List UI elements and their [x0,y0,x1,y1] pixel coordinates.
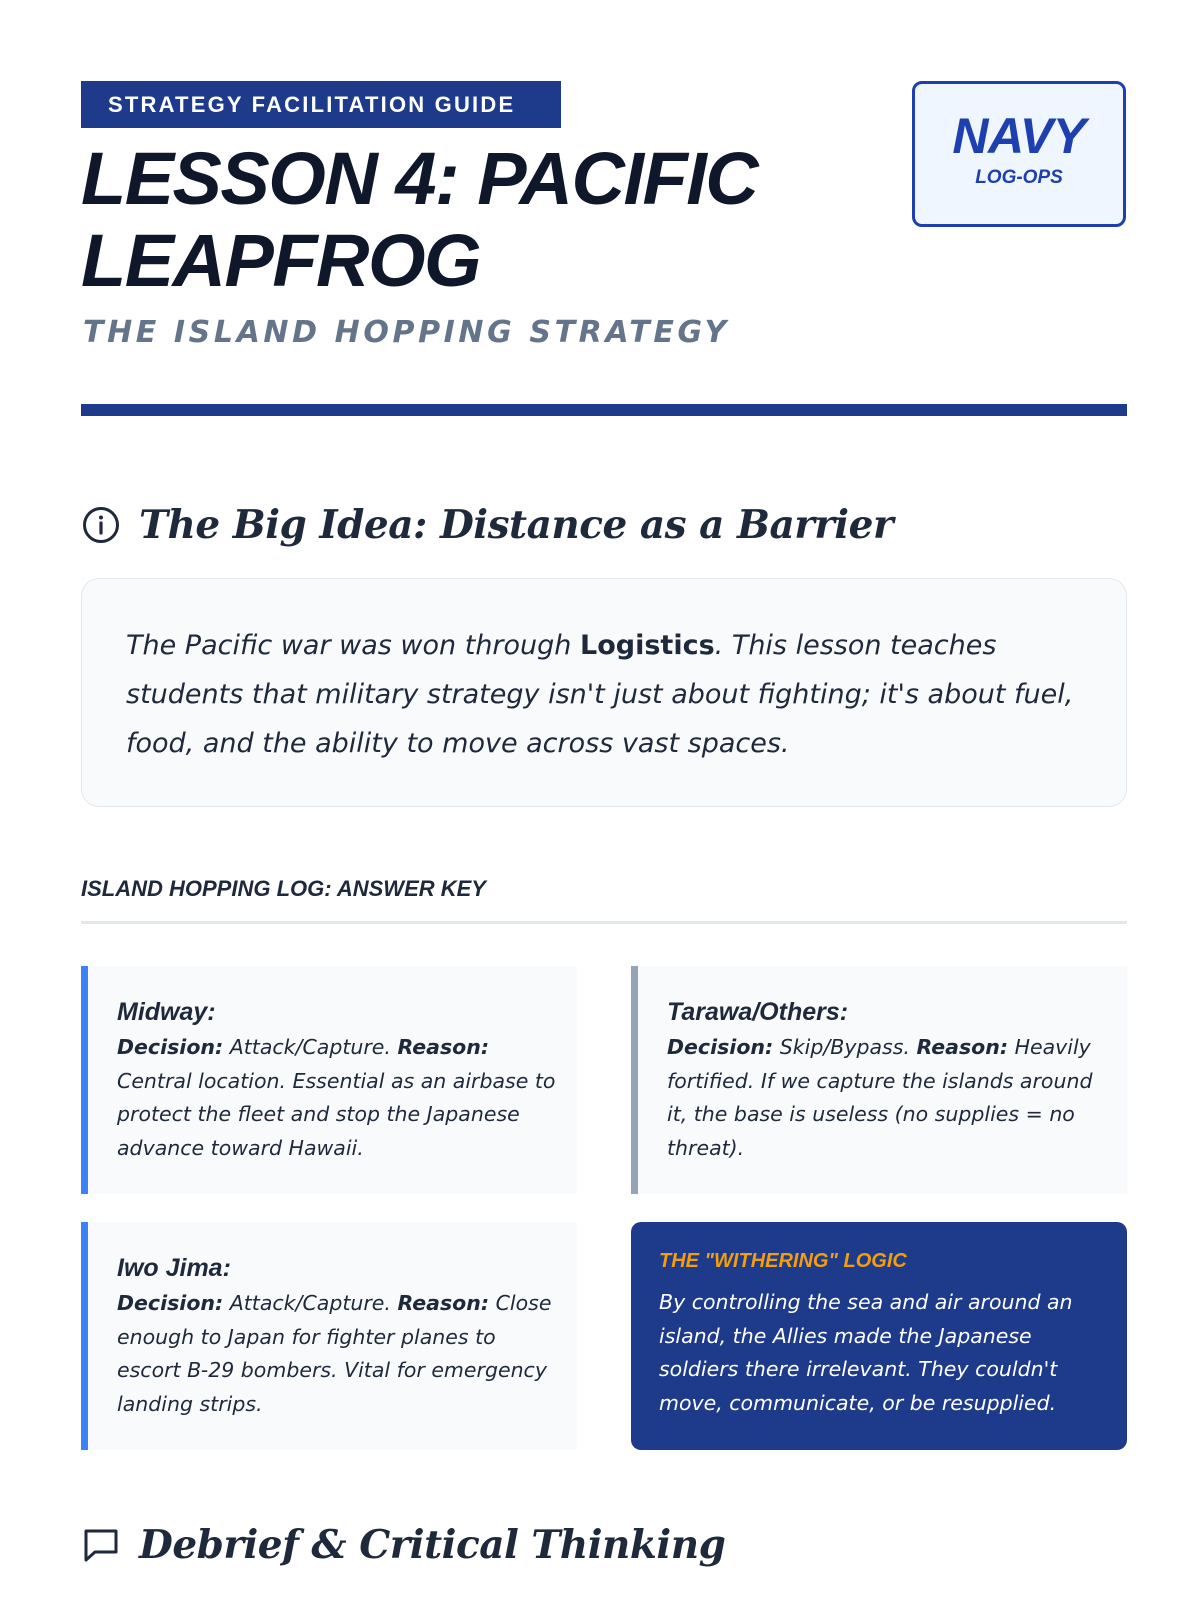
big-idea-text-end: . This lesson teaches students that military strategy isn't just about fighting; it's about fuel, food, and the ability to move across vast spaces. [126,630,1074,759]
debrief-heading [81,1522,725,1568]
reason-label: Reason: [916,1035,1009,1059]
decision-label: Decision: [117,1035,224,1059]
reason-value: Central location. Essential as an airbase to protect the fleet and stop the Japanese advance toward Hawaii. [117,1068,556,1160]
reason-value: Heavily fortified. If we capture the islands around it, the base is useless (no supplies = no threat). [667,1035,1093,1160]
answer-card-iwo-jima [81,1222,577,1450]
guide-type-tag: STRATEGY FACILITATION GUIDE [81,81,561,128]
withering-logic-title: THE "WITHERING" LOGIC [659,1250,907,1272]
badge-subtitle: LOG-OPS [975,167,1063,188]
decision-value: Skip/Bypass. [779,1035,910,1059]
card-island-name: Tarawa/Others: [667,998,849,1026]
badge-title: NAVY [952,108,1086,164]
answer-key-heading: ISLAND HOPPING LOG: ANSWER KEY [81,876,486,901]
card-island-name: Midway: [117,998,216,1026]
big-idea-emphasis: Logistics [580,630,715,661]
withering-logic-box [631,1222,1127,1450]
big-idea-text-start: The Pacific war was won through [126,630,580,661]
decision-value: Attack/Capture. [229,1035,391,1059]
chat-bubble-icon [81,1525,121,1565]
navy-badge [912,81,1126,227]
answer-card-midway [81,966,577,1194]
big-idea-heading [81,502,893,548]
reason-value: Close enough to Japan for fighter planes to escort B-29 bombers. Vital for emergency landing strips. [117,1291,552,1416]
answer-key-divider [81,921,1127,924]
decision-label: Decision: [667,1035,774,1059]
card-island-name: Iwo Jima: [117,1254,231,1282]
header-divider [81,404,1127,416]
lesson-title: LESSON 4: PACIFIC LEAPFROG [81,137,758,302]
decision-label: Decision: [117,1291,224,1315]
big-idea-title: The Big Idea: Distance as a Barrier [139,502,893,548]
reason-label: Reason: [397,1035,490,1059]
big-idea-box [81,578,1127,807]
reason-label: Reason: [397,1291,490,1315]
info-icon [81,505,121,545]
withering-logic-text: By controlling the sea and air around an island, the Allies made the Japanese soldiers there irrelevant. They couldn't move, communicate, or be resupplied. [659,1290,1073,1415]
lesson-subtitle: THE ISLAND HOPPING STRATEGY [83,315,730,350]
debrief-title: Debrief & Critical Thinking [139,1522,726,1568]
answer-card-tarawa [631,966,1127,1194]
decision-value: Attack/Capture. [229,1291,391,1315]
